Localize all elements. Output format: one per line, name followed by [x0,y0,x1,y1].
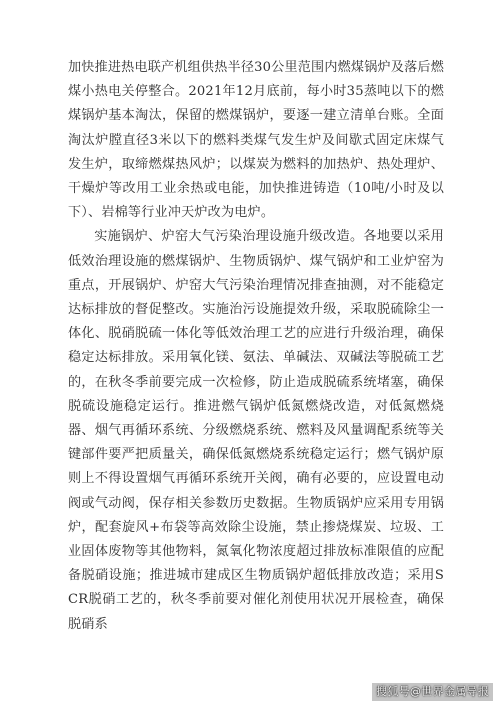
paragraph-treatment-upgrade: 实施锅炉、炉窑大气污染治理设施升级改造。各地要以采用低效治理设施的燃煤锅炉、生物质锅炉、煤气锅炉和工业炉窑为重点，开展锅炉、炉窑大气污染治理情况排查抽测，对不能稳定达标排放的督促整改。实施治污设施提效升级，采取脱硫除尘一体化、脱硝脱硫一体化等低效治理工艺的应进行升级治理，确保稳定达标排放。采用氧化镁、氨法、单碱法、双碱法等脱硫工艺的，在秋冬季前要完成一次检修，防止造成脱硫系统堵塞，确保脱硫设施稳定运行。推进燃气锅炉低氮燃烧改造，对低氮燃烧器、烟气再循环系统、分级燃烧系统、燃料及风量调配系统等关键部件要严把质量关，确保低氮燃烧系统稳定运行；燃气锅炉原则上不得设置烟气再循环系统开关阀，确有必要的，应设置电动阀或气动阀，保存相关参数历史数据。生物质锅炉应采用专用锅炉，配套旋风+布袋等高效除尘设施，禁止掺烧煤炭、垃圾、工业固体废物等其他物料，氮氧化物浓度超过排放标准限值的应配备脱硝设施；推进城市建成区生物质锅炉超低排放改造；采用SCR脱硝工艺的，秋冬季前要对催化剂使用状况开展检查，确保脱硝系 [68,229,444,632]
paragraph-boiler-phaseout: 加快推进热电联产机组供热半径30公里范围内燃煤锅炉及落后燃煤小热电关停整合。2021年12月底前，每小时35蒸吨以下的燃煤锅炉基本淘汰，保留的燃煤锅炉，要逐一建立清单台账。全面淘汰炉膛直径3米以下的燃料类煤气发生炉及间歇式固定床煤气发生炉，取缔燃煤热风炉；以煤炭为燃料的加热炉、热处理炉、干燥炉等改用工业余热或电能，加快推进铸造（10吨/小时及以下）、岩棉等行业冲天炉改为电炉。 [68,60,444,221]
document-body [68,56,444,637]
source-watermark: 搜狐号@世界金属导报 [372,683,493,701]
